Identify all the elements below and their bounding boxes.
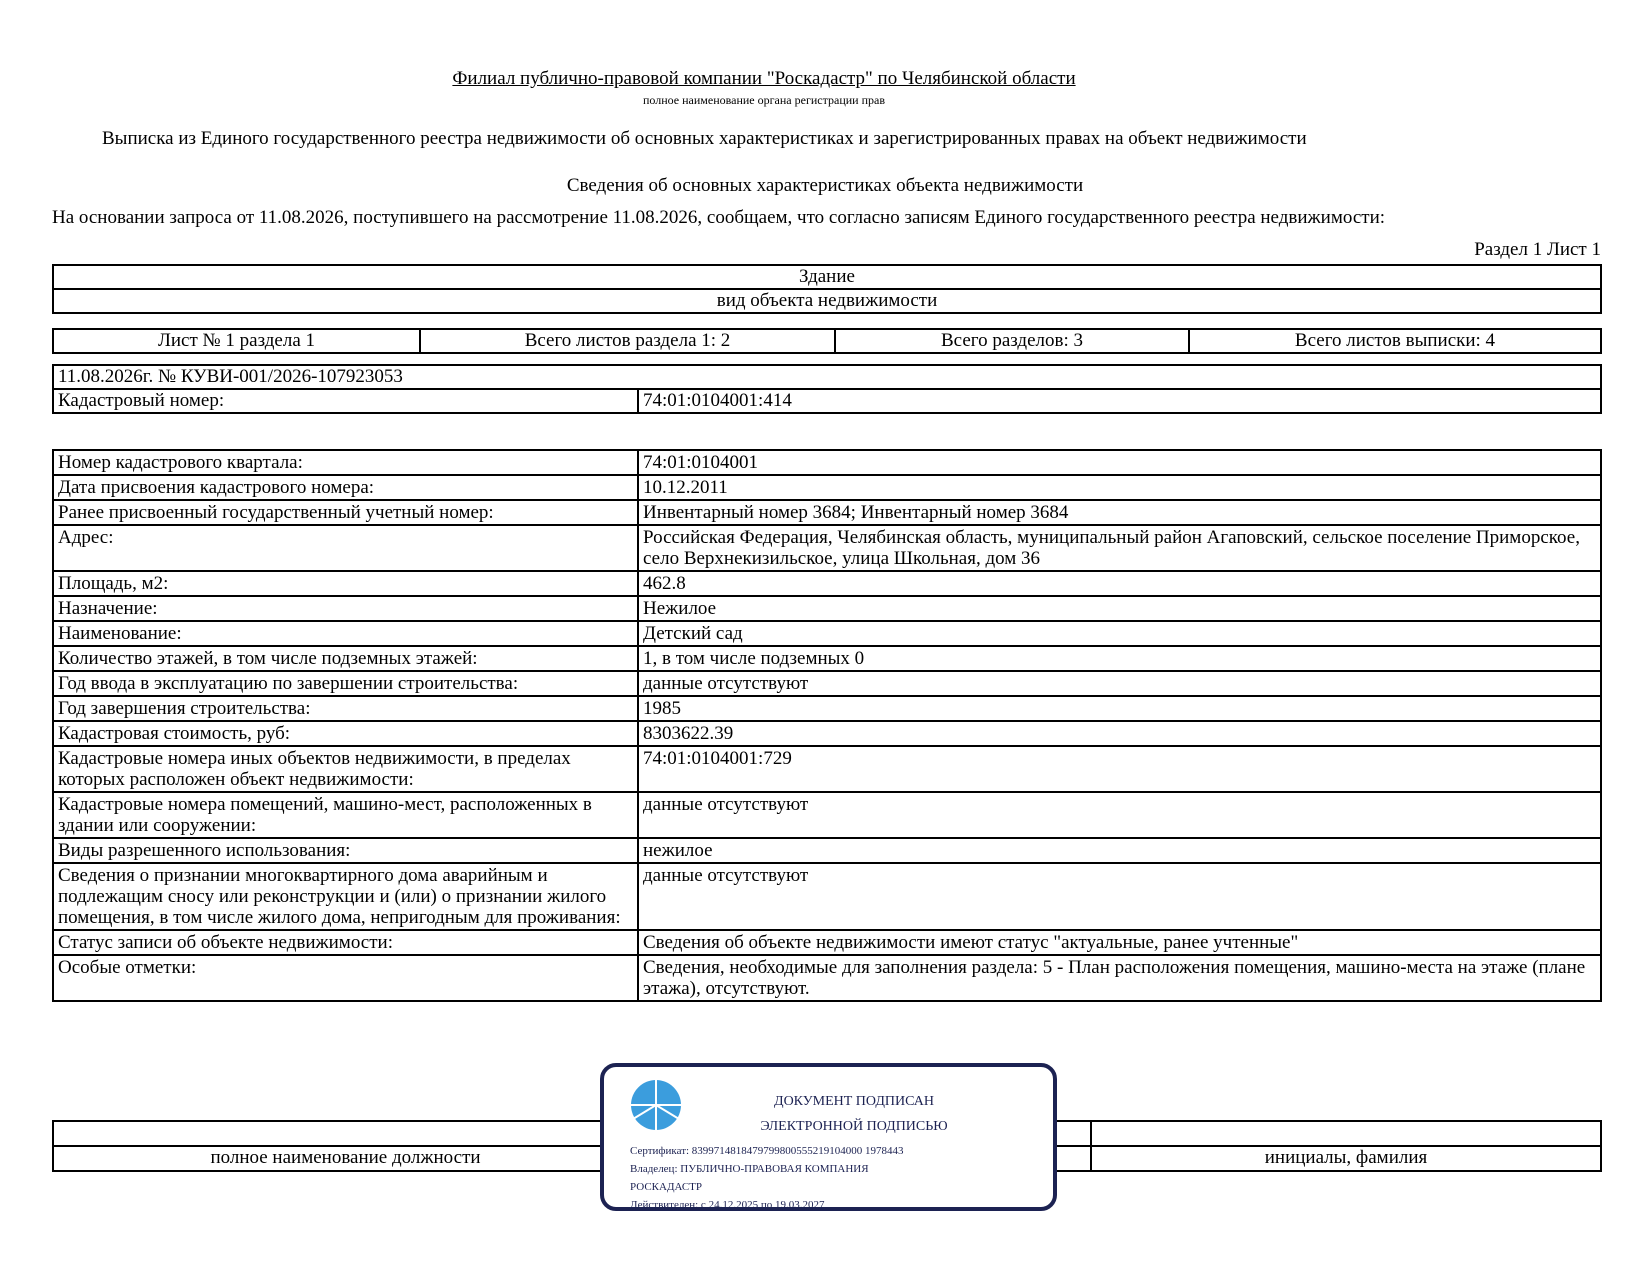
row-value: 74:01:0104001 [638, 450, 1601, 475]
row-label: Количество этажей, в том числе подземных этажей: [53, 646, 638, 671]
table-row [53, 571, 1601, 596]
row-value: Сведения, необходимые для заполнения раздела: 5 - План расположения помещения, машино-места на этаже (плане этажа), отсутствуют. [638, 955, 1601, 1001]
org-name: Филиал публично-правовой компании "Роскадастр" по Челябинской области [452, 68, 1076, 89]
row-value: 1, в том числе подземных 0 [638, 646, 1601, 671]
signature-initials-field [1091, 1121, 1601, 1146]
table-row [53, 475, 1601, 500]
table-row [53, 696, 1601, 721]
table-row [53, 930, 1601, 955]
row-label: Особые отметки: [53, 955, 638, 1001]
row-value: нежилое [638, 838, 1601, 863]
document-title: Выписка из Единого государственного реестра недвижимости об основных характеристиках и зарегистрированных правах на объект недвижимости [102, 128, 1307, 149]
row-value: Инвентарный номер 3684; Инвентарный номер 3684 [638, 500, 1601, 525]
row-value: 8303622.39 [638, 721, 1601, 746]
row-label: Наименование: [53, 621, 638, 646]
table-row [53, 450, 1601, 475]
stamp-heading [704, 1089, 1004, 1139]
row-value: 10.12.2011 [638, 475, 1601, 500]
row-value: Сведения об объекте недвижимости имеют статус "актуальные, ранее учтенные" [638, 930, 1601, 955]
row-value: 1985 [638, 696, 1601, 721]
row-label: Виды разрешенного использования: [53, 838, 638, 863]
row-label: Сведения о признании многоквартирного дома аварийным и подлежащим сносу или реконструкции и (или) о признании жилого помещения, в том числе жилого дома, непригодным для проживания: [53, 863, 638, 930]
stamp-line-1: ДОКУМЕНТ ПОДПИСАН [774, 1094, 934, 1109]
table-row [53, 955, 1601, 1001]
row-value: данные отсутствуют [638, 792, 1601, 838]
request-basis-text: На основании запроса от 11.08.2026, поступившего на рассмотрение 11.08.2026, сообщаем, что согласно записям Единого государственного реестра недвижимости: [52, 207, 1386, 228]
cadastral-number-value: 74:01:0104001:414 [638, 389, 1601, 413]
row-value: 74:01:0104001:729 [638, 746, 1601, 792]
row-value: 462.8 [638, 571, 1601, 596]
signature-position-field [53, 1121, 638, 1146]
total-sections: Всего разделов: 3 [835, 329, 1189, 353]
total-sheets: Всего листов выписки: 4 [1189, 329, 1601, 353]
characteristics-table [52, 449, 1602, 1002]
row-label: Адрес: [53, 525, 638, 571]
table-row [53, 721, 1601, 746]
request-id: 11.08.2026г. № КУВИ-001/2026-107923053 [53, 365, 1601, 389]
table-row [53, 596, 1601, 621]
stamp-certificate: Сертификат: 8399714818479799800555219104000 1978443 [630, 1145, 904, 1157]
row-label: Номер кадастрового квартала: [53, 450, 638, 475]
stamp-details [630, 1142, 1050, 1214]
stamp-validity: Действителен: с 24.12.2025 по 19.03.2027 [630, 1199, 825, 1211]
table-row [53, 671, 1601, 696]
stamp-line-2: ЭЛЕКТРОННОЙ ПОДПИСЬЮ [760, 1119, 948, 1134]
electronic-signature-stamp [600, 1063, 1057, 1211]
row-label: Кадастровая стоимость, руб: [53, 721, 638, 746]
row-value: Детский сад [638, 621, 1601, 646]
initials-caption: инициалы, фамилия [1091, 1146, 1601, 1171]
roskadastr-logo-icon [630, 1079, 682, 1131]
row-label: Кадастровые номера иных объектов недвижимости, в пределах которых расположен объект недвижимости: [53, 746, 638, 792]
table-row [53, 646, 1601, 671]
row-label: Статус записи об объекте недвижимости: [53, 930, 638, 955]
row-label: Год ввода в эксплуатацию по завершении строительства: [53, 671, 638, 696]
table-row [53, 500, 1601, 525]
row-value: данные отсутствуют [638, 671, 1601, 696]
table-row [53, 525, 1601, 571]
record-id-table [52, 364, 1602, 414]
table-row [53, 792, 1601, 838]
table-row [53, 621, 1601, 646]
object-kind-value: Здание [53, 265, 1601, 289]
stamp-owner: Владелец: ПУБЛИЧНО-ПРАВОВАЯ КОМПАНИЯ РОСКАДАСТР [630, 1163, 869, 1193]
position-caption: полное наименование должности [53, 1146, 638, 1171]
row-label: Ранее присвоенный государственный учетный номер: [53, 500, 638, 525]
sheets-in-section: Всего листов раздела 1: 2 [420, 329, 835, 353]
sheet-info-table [52, 328, 1602, 354]
row-label: Площадь, м2: [53, 571, 638, 596]
object-kind-table [52, 264, 1602, 314]
table-row [53, 863, 1601, 930]
row-value: данные отсутствуют [638, 863, 1601, 930]
row-label: Год завершения строительства: [53, 696, 638, 721]
row-label: Кадастровые номера помещений, машино-мест, расположенных в здании или сооружении: [53, 792, 638, 838]
org-name-caption: полное наименование органа регистрации прав [642, 93, 886, 107]
cadastral-number-label: Кадастровый номер: [53, 389, 638, 413]
row-value: Нежилое [638, 596, 1601, 621]
object-kind-caption: вид объекта недвижимости [53, 289, 1601, 313]
table-row [53, 746, 1601, 792]
row-label: Дата присвоения кадастрового номера: [53, 475, 638, 500]
sheet-number: Лист № 1 раздела 1 [53, 329, 420, 353]
section-title: Сведения об основных характеристиках объекта недвижимости [566, 175, 1084, 196]
row-label: Назначение: [53, 596, 638, 621]
section-sheet-label: Раздел 1 Лист 1 [1474, 239, 1601, 260]
row-value: Российская Федерация, Челябинская область, муниципальный район Агаповский, сельское поселение Приморское, село Верхнекизильское, улица Школьная, дом 36 [638, 525, 1601, 571]
table-row [53, 838, 1601, 863]
